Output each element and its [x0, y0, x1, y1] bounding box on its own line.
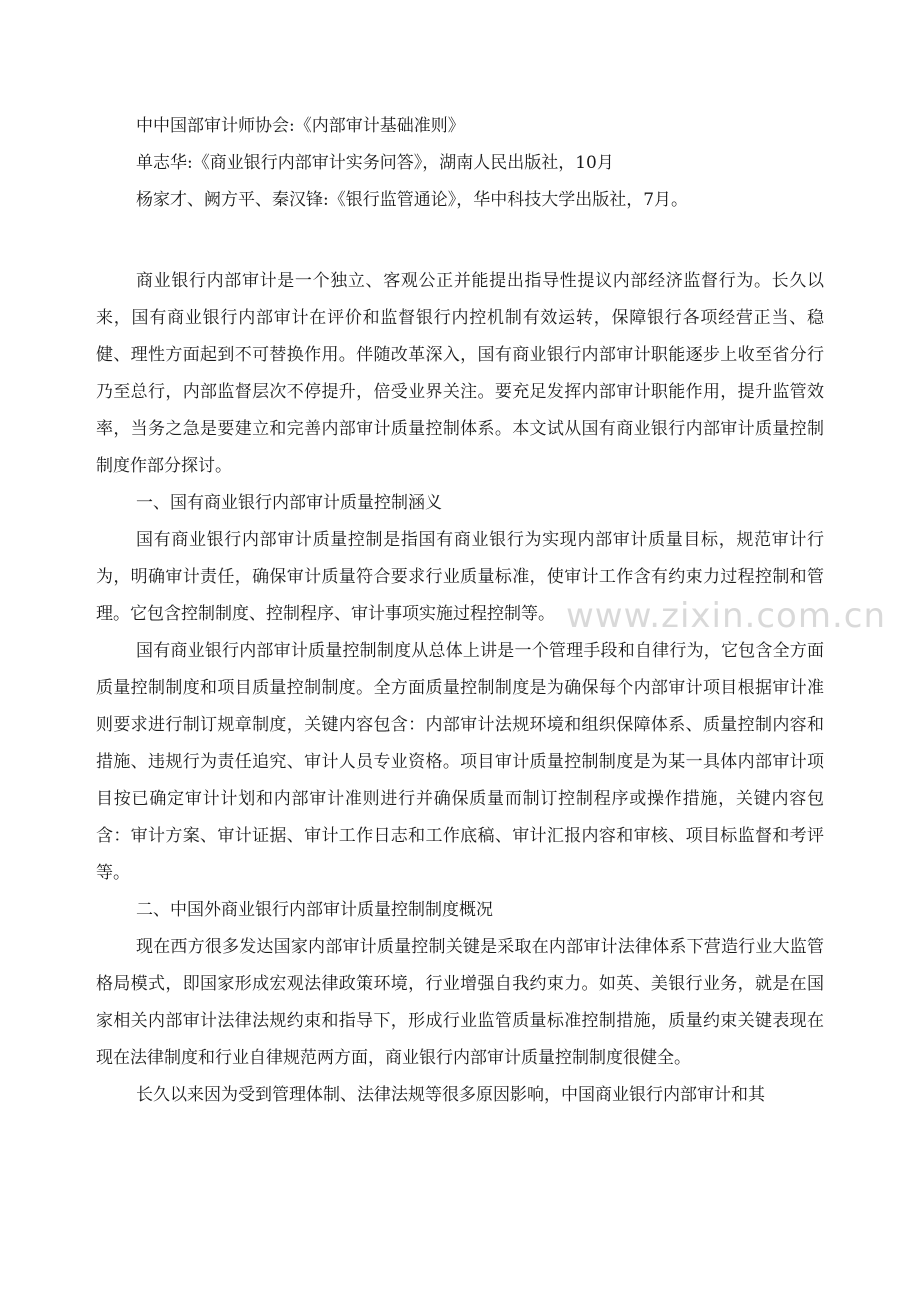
- reference-item: 中中国部审计师协会:《内部审计基础准则》: [136, 116, 465, 136]
- section-heading-2: 二、中国外商业银行内部审计质量控制制度概况: [136, 900, 493, 920]
- document-body: [96, 263, 824, 1114]
- body-paragraph: 现在西方很多发达国家内部审计质量控制关键是采取在内部审计法律体系下营造行业大监管格局模式，即国家形成宏观法律政策环境，行业增强自我约束力。如英、美银行业务，就是在国家相关内部审计法律法规约束和指导下，形成行业监管质量标准控制措施，质量约束关键表现在现在法律制度和行业自律规范两方面，商业银行内部审计质量控制制度很健全。: [96, 937, 824, 1068]
- section-heading-1: 一、国有商业银行内部审计质量控制涵义: [136, 493, 442, 513]
- intro-paragraph: 商业银行内部审计是一个独立、客观公正并能提出指导性提议内部经济监督行为。长久以来，国有商业银行内部审计在评价和监督银行内控机制有效运转，保障银行各项经营正当、稳健、理性方面起到不可替换作用。伴随改革深入，国有商业银行内部审计职能逐步上收至省分行乃至总行，内部监督层次不停提升，倍受业界关注。要充足发挥内部审计职能作用，提升监管效率，当务之急是要建立和完善内部审计质量控制体系。本文试从国有商业银行内部审计质量控制制度作部分探讨。: [96, 271, 824, 476]
- body-paragraph: 国有商业银行内部审计质量控制制度从总体上讲是一个管理手段和自律行为，它包含全方面质量控制制度和项目质量控制制度。全方面质量控制制度是为确保每个内部审计项目根据审计准则要求进行制订规章制度，关键内容包含：内部审计法规环境和组织保障体系、质量控制内容和措施、违规行为责任追究、审计人员专业资格。项目审计质量控制制度是为某一具体内部审计项目按已确定审计计划和内部审计准则进行并确保质量而制订控制程序或操作措施，关键内容包含：审计方案、审计证据、审计工作日志和工作底稿、审计汇报内容和审核、项目标监督和考评等。: [96, 641, 824, 883]
- watermark: www.zixin.com.cn: [566, 596, 886, 636]
- reference-item: 单志华:《商业银行内部审计实务问答》，湖南人民出版社，10月: [136, 153, 614, 173]
- reference-list: [136, 116, 836, 227]
- reference-item: 杨家才、阙方平、秦汉锋:《银行监管通论》，华中科技大学出版社，7月。: [136, 190, 689, 210]
- body-paragraph: 国有商业银行内部审计质量控制是指国有商业银行为实现内部审计质量目标，规范审计行为，明确审计责任，确保审计质量符合要求行业质量标准，使审计工作含有约束力过程控制和管理。它包含控制制度、控制程序、审计事项实施过程控制等。: [96, 530, 824, 624]
- body-paragraph: 长久以来因为受到管理体制、法律法规等很多原因影响，中国商业银行内部审计和其: [136, 1085, 765, 1105]
